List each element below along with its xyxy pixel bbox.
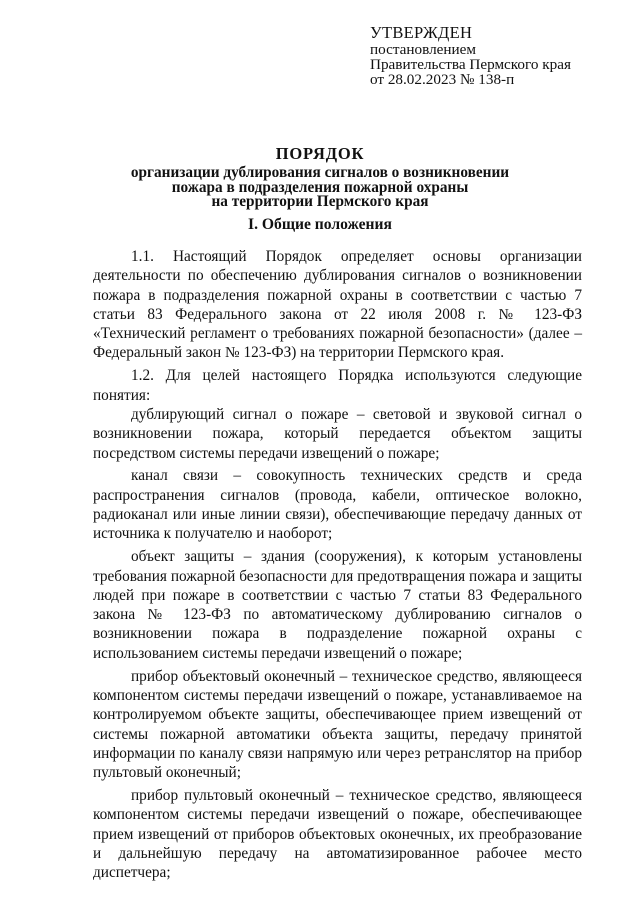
document-subtitle bbox=[0, 166, 640, 210]
document-body bbox=[93, 247, 582, 886]
definition-object-terminal-device: прибор объектовый оконечный – техническое средство, являющееся компонентом системы передачи извещений о пожаре, устанавливаемое на контролируемом объекте защиты, обеспечивающее прием извещений от системы пожарной автоматики объекта защиты, передачу принятой информации по каналу связи напрямую или через ретранслятор на прибор пультовый оконечный; bbox=[93, 667, 582, 782]
approval-line-1: постановлением bbox=[370, 41, 477, 58]
subtitle-line-2: пожара в подразделения пожарной охраны bbox=[171, 178, 469, 196]
subtitle-line-1: организации дублирования сигналов о возникновении bbox=[130, 164, 510, 181]
section-heading: I. Общие положения bbox=[248, 216, 392, 233]
definition-duplicate-signal: дублирующий сигнал о пожаре – световой и звуковой сигнал о возникновении пожара, который передается объектом защиты посредством системы передачи извещений о пожаре; bbox=[93, 405, 582, 462]
definition-console-terminal-device: прибор пультовый оконечный – техническое средство, являющееся компонентом системы передачи извещений о пожаре, обеспечивающее прием извещений от приборов объектовых оконечных, их преобразование и дальнейшую передачу на автоматизированное рабочее место диспетчера; bbox=[93, 786, 582, 882]
approval-line-2: Правительства Пермского края bbox=[370, 56, 571, 73]
paragraph-1-2: 1.2. Для целей настоящего Порядка используются следующие понятия: bbox=[93, 367, 582, 404]
approval-line-3: от 28.02.2023 № 138-п bbox=[370, 71, 515, 88]
approval-heading: УТВЕРЖДЕН bbox=[370, 23, 473, 42]
definition-protected-object: объект защиты – здания (сооружения), к которым установлены требования пожарной безопасности для предотвращения пожара и защиты людей при пожаре в соответствии с частью 7 статьи 83 Федерального закона № 123-ФЗ по автоматическому дублированию сигналов о возникновении пожара в подразделение пожарной охраны с использованием системы передачи извещений о пожаре; bbox=[93, 548, 582, 662]
definition-communication-channel: канал связи – совокупность технических средств и среда распространения сигналов (провода, кабели, оптическое волокно, радиоканал или иные линии связи), обеспечивающие передачу данных от источника к получателю и наоборот; bbox=[93, 467, 582, 543]
paragraph-1-1: 1.1. Настоящий Порядок определяет основы организации деятельности по обеспечению дублирования сигналов о возникновении пожара в подразделения пожарной охраны в соответствии с частью 7 статьи 83 Федерального закона от 22 июля 2008 г. № 123-ФЗ «Технический регламент о требованиях пожарной безопасности» (далее – Федеральный закон № 123-ФЗ) на территории Пермского края. bbox=[93, 248, 582, 362]
subtitle-line-3: на территории Пермского края bbox=[211, 193, 429, 210]
document-title: ПОРЯДОК bbox=[275, 144, 365, 163]
approval-block bbox=[370, 24, 610, 87]
